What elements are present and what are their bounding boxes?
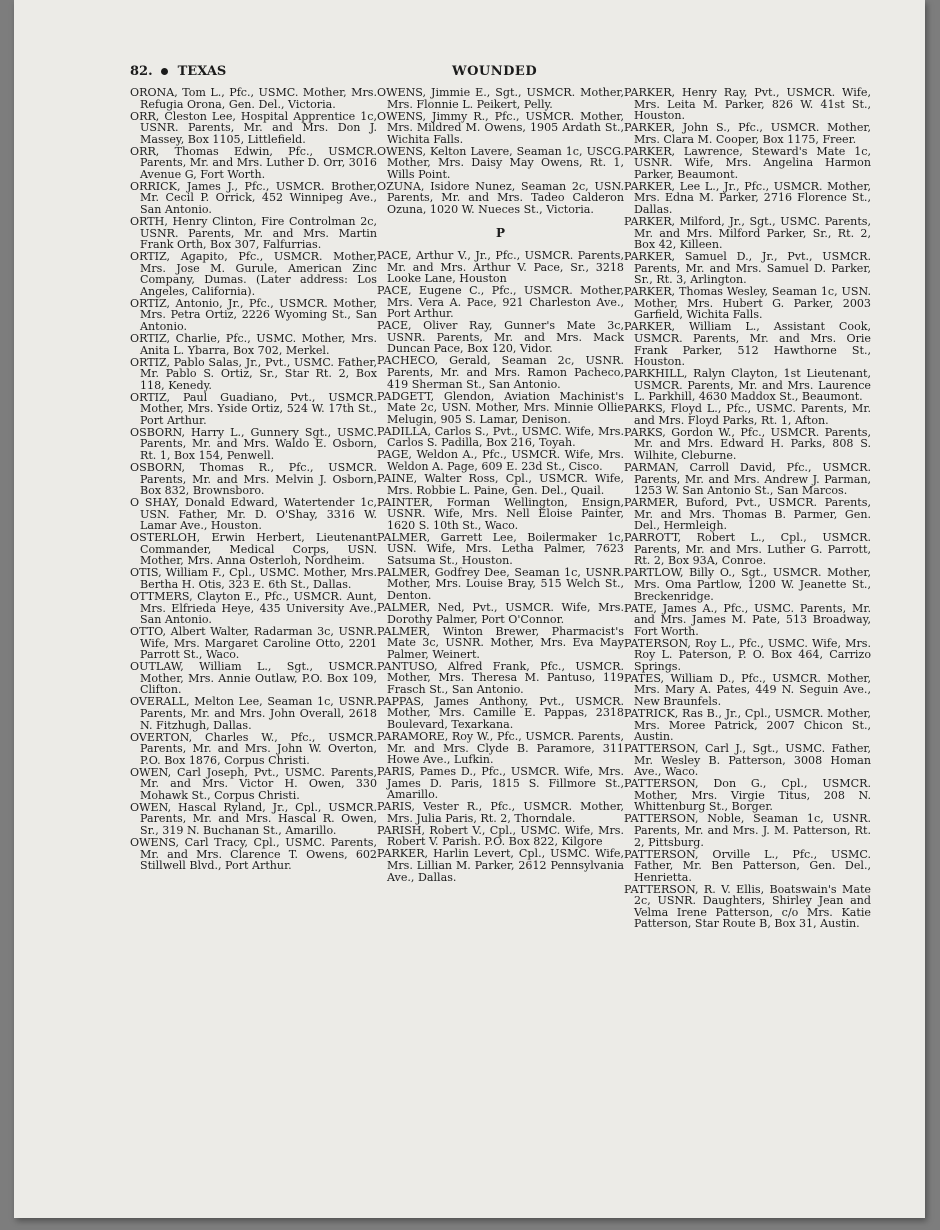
casualty-entry: PACHECO, Gerald, Seaman 2c, USNR. Parents, Mr. and Mrs. Ramon Pacheco, 419 Sherman St., San Antonio.	[377, 354, 624, 391]
casualty-entry: OSBORN, Thomas R., Pfc., USMCR. Parents, Mr. and Mrs. Melvin J. Osborn, Box 832, Brownsboro.	[130, 461, 377, 498]
page-number: 82.	[130, 64, 153, 79]
casualty-entry: PALMER, Godfrey Dee, Seaman 1c, USNR. Mother, Mrs. Louise Bray, 515 Welch St., Denton.	[377, 565, 624, 602]
casualty-entry: PARMAN, Carroll David, Pfc., USMCR. Parents, Mr. and Mrs. Andrew J. Parman, 1253 W. San Antonio St., San Marcos.	[624, 461, 871, 498]
casualty-entry: ORR, Thomas Edwin, Pfc., USMCR. Parents, Mr. and Mrs. Luther D. Orr, 3016 Avenue G, Fort Worth.	[130, 144, 377, 181]
casualty-entry: PARKER, Milford, Jr., Sgt., USMC. Parents, Mr. and Mrs. Milford Parker, Sr., Rt. 2, Box 42, Killeen.	[624, 215, 871, 252]
casualty-entry: PAINE, Walter Ross, Cpl., USMCR. Wife, Mrs. Robbie L. Paine, Gen. Del., Quail.	[377, 471, 624, 497]
casualty-entry: PARTLOW, Billy O., Sgt., USMCR. Mother, Mrs. Oma Partlow, 1200 W. Jeanette St., Breckenridge.	[624, 566, 871, 603]
casualty-entry: PADGETT, Glendon, Aviation Machinist's Mate 2c, USN. Mother, Mrs. Minnie Ollie Melugin, 905 S. Lamar, Denison.	[377, 389, 624, 426]
casualty-entry: PARKER, Lawrence, Steward's Mate 1c, USNR. Wife, Mrs. Angelina Harmon Parker, Beaumont.	[624, 144, 871, 181]
casualty-entry: PATTERSON, Orville L., Pfc., USMC. Father, Mr. Ben Patterson, Gen. Del., Henrietta.	[624, 847, 871, 884]
casualty-entry: PACE, Arthur V., Jr., Pfc., USMCR. Parents, Mr. and Mrs. Arthur V. Pace, Sr., 3218 Looke Lane, Houston	[377, 249, 624, 286]
casualty-entry: PADILLA, Carlos S., Pvt., USMC. Wife, Mrs. Carlos S. Padilla, Box 216, Toyah.	[377, 424, 624, 450]
casualty-entry: PARMER, Buford, Pvt., USMCR. Parents, Mr. and Mrs. Thomas B. Parmer, Gen. Del., Hermleigh.	[624, 496, 871, 533]
casualty-entry: PANTUSO, Alfred Frank, Pfc., USMCR. Mother, Mrs. Theresa M. Pantuso, 119 Frasch St., San Antonio.	[377, 659, 624, 696]
casualty-entry: PACE, Eugene C., Pfc., USMCR. Mother, Mrs. Vera A. Pace, 921 Charleston Ave., Port Arthur.	[377, 284, 624, 321]
casualty-entry: PARKER, Lee L., Jr., Pfc., USMCR. Mother, Mrs. Edna M. Parker, 2716 Florence St., Dallas.	[624, 179, 871, 216]
casualty-entry: PARKER, Thomas Wesley, Seaman 1c, USN. Mother, Mrs. Hubert G. Parker, 2003 Garfield, Wichita Falls.	[624, 285, 871, 322]
casualty-entry: PATTERSON, Don G., Cpl., USMCR. Mother, Mrs. Virgie Titus, 208 N. Whittenburg St., Borger.	[624, 777, 871, 814]
casualty-entry: PATE, James A., Pfc., USMC. Parents, Mr. and Mrs. James M. Pate, 513 Broadway, Fort Worth.	[624, 601, 871, 638]
casualty-entry: PALMER, Ned, Pvt., USMCR. Wife, Mrs. Dorothy Palmer, Port O'Connor.	[377, 600, 624, 626]
casualty-entry: ORTIZ, Paul Guadiano, Pvt., USMCR. Mother, Mrs. Yside Ortiz, 524 W. 17th St., Port Arthur.	[130, 390, 377, 427]
casualty-entry: ORTH, Henry Clinton, Fire Controlman 2c, USNR. Parents, Mr. and Mrs. Martin Frank Orth, Box 307, Falfurrias.	[130, 215, 377, 252]
casualty-entry: PARKER, Henry Ray, Pvt., USMCR. Wife, Mrs. Leita M. Parker, 826 W. 41st St., Houston.	[624, 86, 871, 123]
casualty-entry: ORRICK, James J., Pfc., USMCR. Brother, Mr. Cecil P. Orrick, 452 Winnipeg Ave., San Antonio.	[130, 179, 377, 216]
casualty-entry: OSTERLOH, Erwin Herbert, Lieutenant Commander, Medical Corps, USN. Mother, Mrs. Anna Osterloh, Nordheim.	[130, 531, 377, 568]
section-letter: P	[495, 225, 506, 240]
casualty-entry: PARKER, Samuel D., Jr., Pvt., USMCR. Parents, Mr. and Mrs. Samuel D. Parker, Sr., Rt. 3, Arlington.	[624, 250, 871, 287]
casualty-entry: PARROTT, Robert L., Cpl., USMCR. Parents, Mr. and Mrs. Luther G. Parrott, Rt. 2, Box 93A, Conroe.	[624, 531, 871, 568]
casualty-entry: PARKER, John S., Pfc., USMCR. Mother, Mrs. Clara M. Cooper, Box 1175, Freer.	[624, 121, 871, 146]
column-1	[130, 87, 377, 872]
casualty-entry: PATES, William D., Pfc., USMCR. Mother, Mrs. Mary A. Pates, 449 N. Seguin Ave., New Braunfels.	[624, 671, 871, 708]
casualty-entry: OWENS, Jimmie E., Sgt., USMCR. Mother, Mrs. Flonnie L. Peikert, Pelly.	[377, 86, 624, 111]
casualty-entry: OTTO, Albert Walter, Radarman 3c, USNR. Wife, Mrs. Margaret Caroline Otto, 2201 Parrott St., Waco.	[130, 625, 377, 662]
casualty-entry: PARAMORE, Roy W., Pfc., USMCR. Parents, Mr. and Mrs. Clyde B. Paramore, 311 Howe Ave., Lufkin.	[377, 729, 624, 767]
casualty-entry: PARKER, William L., Assistant Cook, USMCR. Parents, Mr. and Mrs. Orie Frank Parker, 512 Hawthorne St., Houston.	[624, 320, 871, 369]
state-name: TEXAS	[177, 64, 227, 79]
casualty-entry: O SHAY, Donald Edward, Watertender 1c, USN. Father, Mr. D. O'Shay, 3316 W. Lamar Ave., Houston.	[130, 496, 377, 533]
casualty-entry: PARISH, Robert V., Cpl., USMC. Wife, Mrs. Robert V. Parish. P.O. Box 822, Kilgore	[377, 823, 624, 849]
list-category: WOUNDED	[452, 64, 538, 79]
document-page	[14, 0, 925, 1218]
header-left	[130, 64, 226, 79]
casualty-entry: PALMER, Winton Brewer, Pharmacist's Mate 3c, USNR. Mother, Mrs. Eva May Palmer, Weinert.	[377, 624, 624, 661]
casualty-entry: PATTERSON, Carl J., Sgt., USMC. Father, Mr. Wesley B. Patterson, 3008 Homan Ave., Waco.	[624, 742, 871, 779]
casualty-entry: PARKER, Harlin Levert, Cpl., USMC. Wife, Mrs. Lillian M. Parker, 2612 Pennsylvania Ave., Dallas.	[377, 847, 624, 884]
casualty-entry: ORTIZ, Antonio, Jr., Pfc., USMCR. Mother, Mrs. Petra Ortiz, 2226 Wyoming St., San Antonio.	[130, 296, 377, 333]
casualty-entry: OTTMERS, Clayton E., Pfc., USMCR. Aunt, Mrs. Elfrieda Heye, 435 University Ave., San Antonio.	[130, 590, 377, 627]
casualty-entry: OVERTON, Charles W., Pfc., USMCR. Parents, Mr. and Mrs. John W. Overton, P.O. Box 1876, Corpus Christi.	[130, 730, 377, 767]
casualty-entry: OWENS, Jimmy R., Pfc., USMCR. Mother, Mrs. Mildred M. Owens, 1905 Ardath St., Wichita Falls.	[377, 109, 624, 146]
casualty-entry: PATTERSON, R. V. Ellis, Boatswain's Mate 2c, USNR. Daughters, Shirley Jean and Velma Irene Patterson, c/o Mrs. Katie Patterson, Star Route B, Box 31, Austin.	[624, 882, 871, 931]
bullet-dot-icon	[161, 68, 168, 75]
casualty-entry: PARKHILL, Ralyn Clayton, 1st Lieutenant, USMCR. Parents, Mr. and Mrs. Laurence L. Parkhill, 4630 Maddox St., Beaumont.	[624, 367, 871, 404]
casualty-entry: PACE, Oliver Ray, Gunner's Mate 3c, USNR. Parents, Mr. and Mrs. Mack Duncan Pace, Box 120, Vidor.	[377, 319, 624, 356]
casualty-entry: OTIS, William F., Cpl., USMC. Mother, Mrs. Bertha H. Otis, 323 E. 6th St., Dallas.	[130, 566, 377, 591]
casualty-entry: PARKS, Floyd L., Pfc., USMC. Parents, Mr. and Mrs. Floyd Parks, Rt. 1, Afton.	[624, 402, 871, 427]
casualty-entry: OUTLAW, William L., Sgt., USMCR. Mother, Mrs. Annie Outlaw, P.O. Box 109, Clifton.	[130, 660, 377, 697]
casualty-entry: OZUNA, Isidore Nunez, Seaman 2c, USN. Parents, Mr. and Mrs. Tadeo Calderon Ozuna, 1020 W. Nueces St., Victoria.	[377, 179, 624, 216]
casualty-entry: PARIS, Vester R., Pfc., USMCR. Mother, Mrs. Julia Paris, Rt. 2, Thorndale.	[377, 800, 624, 825]
casualty-entry: ORTIZ, Agapito, Pfc., USMCR. Mother, Mrs. Jose M. Gurule, American Zinc Company, Dumas. (Later address: Los Angeles, California).	[130, 250, 377, 298]
casualty-entry: OWENS, Kelton Lavere, Seaman 1c, USCG. Mother, Mrs. Daisy May Owens, Rt. 1, Wills Point.	[377, 144, 624, 181]
casualty-entry: OWEN, Carl Joseph, Pvt., USMC. Parents, Mr. and Mrs. Victor H. Owen, 330 Mohawk St., Corpus Christi.	[130, 765, 377, 802]
casualty-entry: ORR, Cleston Lee, Hospital Apprentice 1c, USNR. Parents, Mr. and Mrs. Don J. Massey, Box 1105, Littlefield.	[130, 109, 377, 146]
page-header	[14, 64, 925, 84]
casualty-entry: ORTIZ, Charlie, Pfc., USMC. Mother, Mrs. Anita L. Ybarra, Box 702, Merkel.	[130, 331, 377, 357]
column-3	[624, 87, 871, 930]
casualty-entry: PAGE, Weldon A., Pfc., USMCR. Wife, Mrs. Weldon A. Page, 609 E. 23d St., Cisco.	[377, 448, 624, 473]
casualty-entry: PARKS, Gordon W., Pfc., USMCR. Parents, Mr. and Mrs. Edward H. Parks, 808 S. Wilhite, Cleburne.	[624, 425, 871, 462]
casualty-entry: OWEN, Hascal Ryland, Jr., Cpl., USMCR. Parents, Mr. and Mrs. Hascal R. Owen, Sr., 319 N. Buchanan St., Amarillo.	[130, 800, 377, 837]
casualty-entry: PAINTER, Forman Wellington, Ensign, USNR. Wife, Mrs. Nell Eloise Painter, 1620 S. 10th St., Waco.	[377, 495, 624, 532]
casualty-entry: OSBORN, Harry L., Gunnery Sgt., USMC. Parents, Mr. and Mrs. Waldo E. Osborn, Rt. 1, Box 154, Penwell.	[130, 425, 377, 462]
column-2	[377, 87, 624, 884]
casualty-entry: ORTIZ, Pablo Salas, Jr., Pvt., USMC. Father, Mr. Pablo S. Ortiz, Sr., Star Rt. 2, Box 118, Kenedy.	[130, 355, 377, 392]
casualty-entry: PATRICK, Ras B., Jr., Cpl., USMCR. Mother, Mrs. Moree Patrick, 2007 Chicon St., Austin.	[624, 706, 871, 744]
casualty-entry: OWENS, Carl Tracy, Cpl., USMC. Parents, Mr. and Mrs. Clarence T. Owens, 602 Stillwell Blvd., Port Arthur.	[130, 836, 377, 873]
casualty-entry: OVERALL, Melton Lee, Seaman 1c, USNR. Parents, Mr. and Mrs. John Overall, 2618 N. Fitzhugh, Dallas.	[130, 695, 377, 732]
casualty-entry: PATERSON, Roy L., Pfc., USMC. Wife, Mrs. Roy L. Paterson, P. O. Box 464, Carrizo Springs.	[624, 636, 871, 673]
casualty-entry: PARIS, Pames D., Pfc., USMCR. Wife, Mrs. James D. Paris, 1815 S. Fillmore St., Amarillo.	[377, 765, 624, 802]
casualty-entry: PALMER, Garrett Lee, Boilermaker 1c, USN. Wife, Mrs. Letha Palmer, 7623 Satsuma St., Houston.	[377, 530, 624, 567]
casualty-entry: ORONA, Tom L., Pfc., USMC. Mother, Mrs. Refugia Orona, Gen. Del., Victoria.	[130, 86, 377, 111]
casualty-entry: PATTERSON, Noble, Seaman 1c, USNR. Parents, Mr. and Mrs. J. M. Patterson, Rt. 2, Pittsburg.	[624, 812, 871, 849]
casualty-entry: PAPPAS, James Anthony, Pvt., USMCR. Mother, Mrs. Camille E. Pappas, 2318 Boulevard, Texarkana.	[377, 694, 624, 731]
